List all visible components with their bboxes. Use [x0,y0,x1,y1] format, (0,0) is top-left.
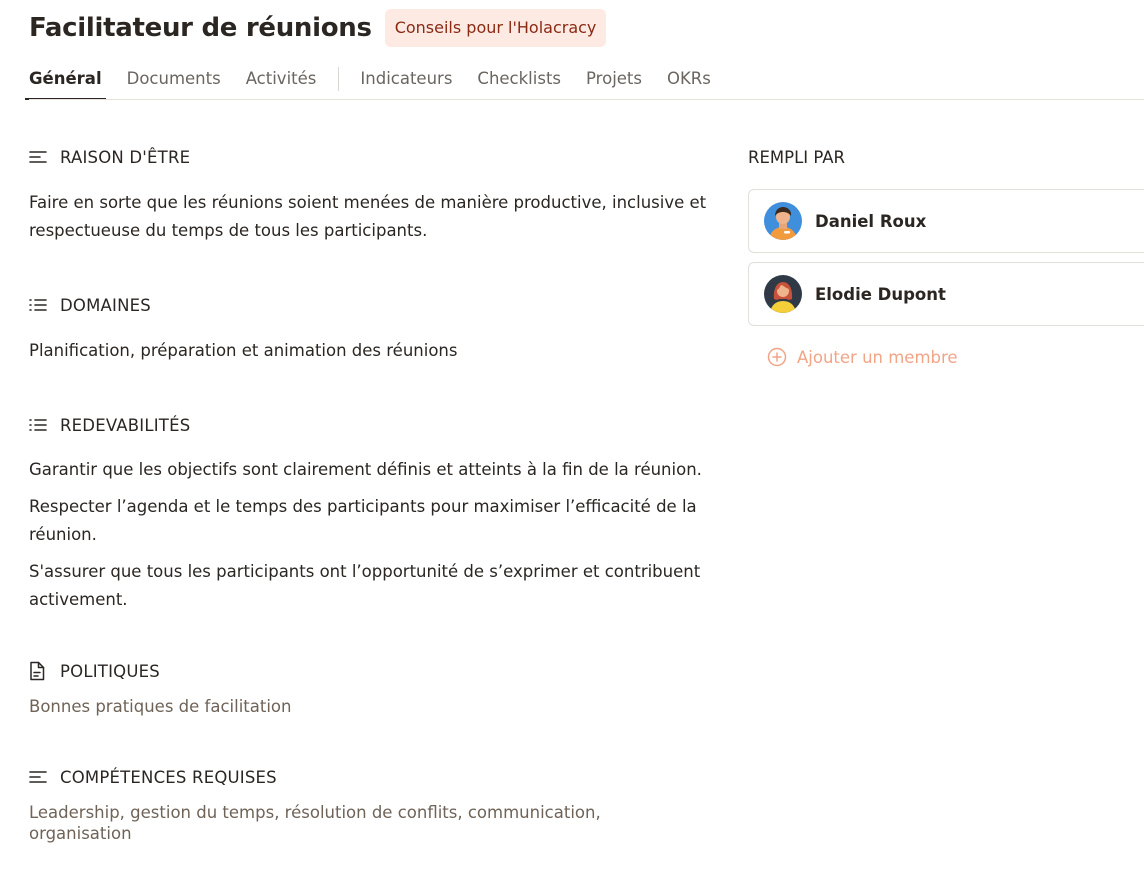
domains-text: Planification, préparation et animation des réunions [29,341,458,360]
accountability-item: Respecter l’agenda et le temps des participants pour maximiser l’efficacité de la réunion. [29,497,697,544]
purpose-label: RAISON D'ÊTRE [60,147,191,167]
list-icon [29,415,51,435]
tab-indicators[interactable]: Indicateurs [360,69,453,88]
member-name: Elodie Dupont [815,284,946,304]
skills-label: COMPÉTENCES REQUISES [60,767,277,787]
tab-bar [29,58,736,99]
tab-documents[interactable]: Documents [126,69,221,88]
tabs-divider [29,99,1144,100]
plus-circle-icon [767,347,787,367]
member-name: Daniel Roux [815,211,927,231]
tab-general[interactable]: Général [25,58,106,99]
domains-heading [29,288,709,322]
text-align-left-icon [29,767,51,787]
circle-badge[interactable]: Conseils pour l'Holacracy [385,9,607,47]
policies-label: POLITIQUES [60,661,160,681]
document-icon [29,661,51,681]
tab-projects[interactable]: Projets [586,69,642,88]
filled-by-panel [748,140,1144,373]
accountabilities-heading [29,408,709,442]
page-title: Facilitateur de réunions [29,13,372,43]
purpose-heading [29,140,709,174]
accountability-item: Garantir que les objectifs sont clairement définis et atteints à la fin de la réunion. [29,460,702,479]
tab-okrs[interactable]: OKRs [667,69,711,88]
tab-divider [338,67,339,91]
header [29,9,606,47]
policy-link[interactable]: Bonnes pratiques de facilitation [29,697,292,716]
list-icon [29,295,51,315]
avatar [764,202,802,240]
skills-text: Leadership, gestion du temps, résolution de conflits, communication, organisation [29,803,601,843]
tab-activities[interactable]: Activités [245,69,317,88]
accountabilities-label: REDEVABILITÉS [60,415,191,435]
domains-label: DOMAINES [60,295,151,315]
filled-by-label: REMPLI PAR [748,147,846,167]
role-details [29,140,709,844]
tab-checklists[interactable]: Checklists [477,69,562,88]
skills-heading [29,760,709,794]
add-member-button[interactable] [748,341,1144,373]
avatar [764,275,802,313]
add-member-label: Ajouter un membre [797,347,958,367]
policies-heading [29,654,709,688]
text-align-left-icon [29,147,51,167]
accountability-item: S'assurer que tous les participants ont l’opportunité de s’exprimer et contribuent activement. [29,562,701,609]
member-card[interactable] [748,262,1144,326]
member-card[interactable] [748,189,1144,253]
purpose-text: Faire en sorte que les réunions soient menées de manière productive, inclusive et respectueuse du temps de tous les participants. [29,193,707,240]
